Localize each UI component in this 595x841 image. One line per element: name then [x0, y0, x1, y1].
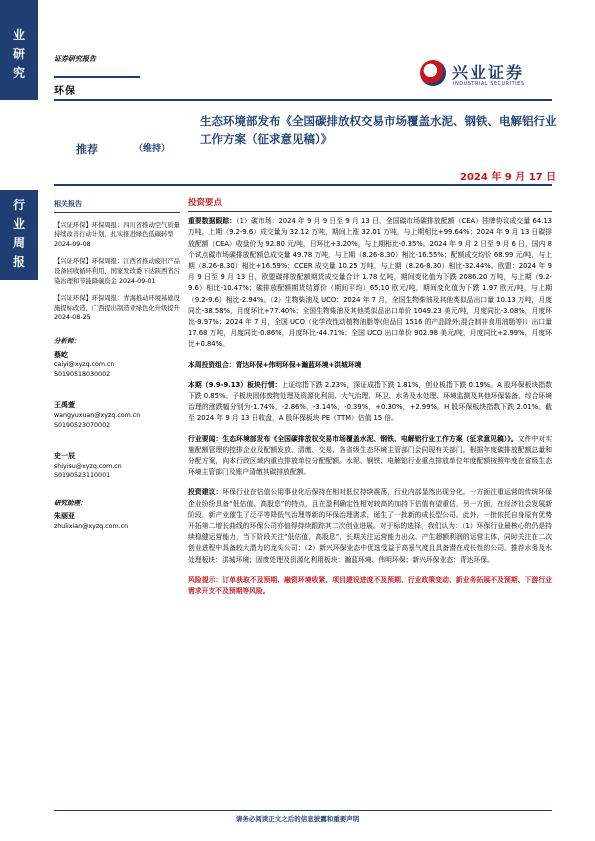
doc-type-label: 证券研究报告: [54, 55, 96, 63]
paragraph-body: 上证综指下跌 2.23%，深证成指下跌 1.81%，创业板指下跌 0.19%。A 股环保板块指数下跌 0.85%。子板块固体废物处理及资源化利用、大气治理、环卫、水务及水处理、环境监测及其他环保装备、综合环境治理的涨跌幅分别为-1.74%，-2.86%，-3.14%，-0.39%，+0.30%，+2.99%。H 股环保板块指数下跌 2.01%。截至 2024 年 9 月 13 日收盘，A 股环保板块 PE（TTM）估值 15 倍。: [188, 380, 552, 423]
sidebar-char: 究: [12, 66, 25, 80]
paragraph-body: （1）碳市场：2024 年 9 月 9 日至 9 月 13 日，全国碳市场碳排放配额（CEA）挂牌协议成交量 64.13 万吨，上期（9.2-9.6）成交量为 32.12 万吨，期间上涨 32.01 万吨，与上期相比+99.64%；2024 年 9 月 13 日碳排放配额（CEA）收盘价为 92.80 元/吨，日环比+3.20%，与上期相比-0.35%。2024 年 9 月 2 日至 9 月 6 日，国内 8 个试点碳市场碳排放配额总成交量 49.78 万吨，与上期（8.26-8.30）相比-16.55%；配额成交均价 68.99 元/吨，与上期（8.26-8.30）相比+16.59%；CCER 成交量 10.25 万吨，与上期（8.26-8.30）相比-32.44%。欧盟：2024 年 9 月 9 日至 9 月 13 日，欧盟碳排放配额期货成交量合计 1.78 亿吨，期间变化值为下跌 2086.20 万吨，与上期（9.2-9.6）相比-10.47%；碳排放配额期货结算价（期间平均）65.10 欧元/吨，期间变化值为下跌 1.97 欧元/吨，与上期（9.2-9.6）相比-2.94%。（2）生物柴油及 UCO：2024 年 7 月，全国生物柴油及其他类似品出口量 10.13 万吨，月度同比-38.58%，月度环比+77.40%；全国生物柴油及其他类似品出口单价 1049.23 美元/吨，月度同比-3.08%，月度环比-9.97%；2024 年 7 月，全国 UCO（化学改性动植物油脂等(但品目 1516 的产品除外;混合制非食用油脂等)）出口量 17.68 万吨，月度同比-0.86%，月度环比-44.71%；全国 UCO 出口单价 902.98 美元/吨，月度同比+2.99%，月度环比+0.84%。: [188, 217, 552, 349]
analyst-name: 蔡屹: [54, 350, 68, 359]
suggestion-paragraph: [188, 487, 552, 565]
sidebar-char: 报: [12, 255, 25, 269]
analyst-email[interactable]: wangyuxuan@xyzq.com.cn: [54, 411, 141, 419]
analysts-heading: 分析师：: [54, 336, 80, 345]
sidebar-char: 业: [12, 217, 25, 231]
sidebar-char: 周: [12, 236, 25, 250]
sidebar-char: 行: [12, 198, 25, 212]
related-report-item[interactable]: 【兴证环保】环保周报：青海推动环境基础设施提标改造，广西提出制造业绿色化升级提升 2024-08-25: [54, 295, 180, 322]
portfolio-paragraph: 本周投资组合：青达环保+伟明环保+瀚蓝环境+洪城环境: [188, 360, 362, 369]
paragraph-lead: 行业要闻：生态环境部发布《全国碳排放权交易市场覆盖水泥、钢铁、电解铝行业工作方案（征求意见稿）》。: [188, 434, 518, 443]
sidebar-char: 研: [12, 47, 25, 61]
paragraph-lead: 本期（9.9-9.13）板块行情：: [188, 380, 282, 389]
report-date: 2024 年 9 月 17 日: [460, 172, 557, 183]
analyst-cert: S0190518030002: [54, 370, 111, 378]
logo-text-cn: 兴业证券: [452, 63, 525, 82]
market-paragraph: [188, 380, 552, 425]
news-paragraph: [188, 434, 552, 479]
paragraph-lead: 投资建议：: [188, 488, 223, 497]
industry-label: 环保: [54, 86, 76, 97]
header-rule: [54, 99, 552, 101]
left-column: [54, 200, 180, 532]
header-divider: [54, 76, 140, 78]
main-column: [188, 198, 552, 597]
related-report-item[interactable]: 【兴证环保】环保周报：四川省推动空气质量持续改善行动计划，扎实推进绿色低碳转型 2024-09-08: [54, 221, 180, 248]
sidebar-top-band: [0, 0, 38, 100]
rating-note: （维持）: [134, 144, 171, 154]
title-rule: [54, 184, 552, 186]
company-logo: [420, 60, 550, 94]
analyst-cert: S0190523110001: [54, 472, 111, 480]
logo-text-en: INDUSTRIAL SECURITIES: [453, 81, 525, 87]
rating-label: 推荐: [76, 143, 98, 156]
analyst-name: 王禹萱: [54, 401, 75, 410]
investment-points-heading: 投资要点: [188, 198, 552, 212]
assistant-heading: 研究助理：: [54, 498, 87, 507]
data-tracking-paragraph: [188, 216, 552, 350]
sidebar-char: 业: [12, 28, 25, 42]
analyst-email[interactable]: shiyisu@xyzq.com.cn: [54, 462, 122, 470]
related-report-item[interactable]: 【兴证环保】环保周报：江西省推动废旧产品设备回收循环利用，国家发改委下达陕西省污染治理和节能降碳资金 2024-09-01: [54, 258, 180, 285]
report-title: 生态环境部发布《全国碳排放权交易市场覆盖水泥、钢铁、电解铝行业工作方案（征求意见稿）》: [200, 114, 557, 146]
assistant-name: 朱丽亚: [54, 512, 75, 521]
paragraph-body: 环保行业在估值公用事业化后保持在相对低位持续震荡，行业内部显然出现分化。一方面注重运营的传统环保企业纷纷具备“低估值、高股息”的特点，且在盈利确定性相对较高的加持下估值有望重估，另一方面，在经济社会发展新阶段，新产业催生了泛平等降低气治理等新的环保治理需求，诞生了一批新的成长型公司。此外，一批依托自身原有优势开拓第二增长曲线的环保公司亦值得持续跟踪其二次创业进展。对于标的选择，我们认为：（1）环保行业最核心的仍是持续稳健运营能力，当下阶段关注“低估值，高股息”，长期关注运营能力出众、产生超额利润的运营主体，同时关注在二次创业进程中具备较大潜力的龙头公司；（2）新兴环保业态中优选受益于高景气度且具备潜在成长性的公司。推荐水务及水处理板块：洪城环境；固废处理及资源化利用板块：瀚蓝环境、伟明环保；新兴环保业态：青达环保。: [188, 488, 553, 564]
analyst-name: 史一辰: [54, 452, 75, 461]
disclaimer-footer: 请务必阅读正文之后的信息披露和重要声明: [235, 815, 360, 823]
logo-emblem-icon: [420, 60, 446, 86]
analyst-email[interactable]: caiyi@xyzq.com.cn: [54, 361, 115, 369]
risk-warning: 风险提示：订单获取不及预期、融资环境收紧、项目建设进度不及预期、行业政策变动、新业务拓展不及预期、下游行业需求开支不及预期等风险。: [188, 575, 552, 596]
paragraph-lead: 重要数据跟踪：: [188, 217, 237, 226]
sidebar-report-type-band: [0, 190, 38, 280]
related-reports-heading: 相关报告: [54, 200, 180, 213]
paragraph-body: 文件中对实施配额管理的控排企业及配额发放、清缴、交易、各省级生态环境主管部门会同现有关部门，根据年度碳排放配额总量和分配方案，向本行政区域内重点排放单位分配配额。水泥、钢铁、电解铝行业重点排放单位年度配额按照年度在省级生态环境主管部门及账户清缴其碳排放配额。: [188, 434, 553, 477]
assistant-email[interactable]: zhulixian@xyzq.com.cn: [54, 523, 129, 531]
analyst-cert: S0190523070002: [54, 421, 111, 429]
footer-rule: [54, 810, 552, 811]
